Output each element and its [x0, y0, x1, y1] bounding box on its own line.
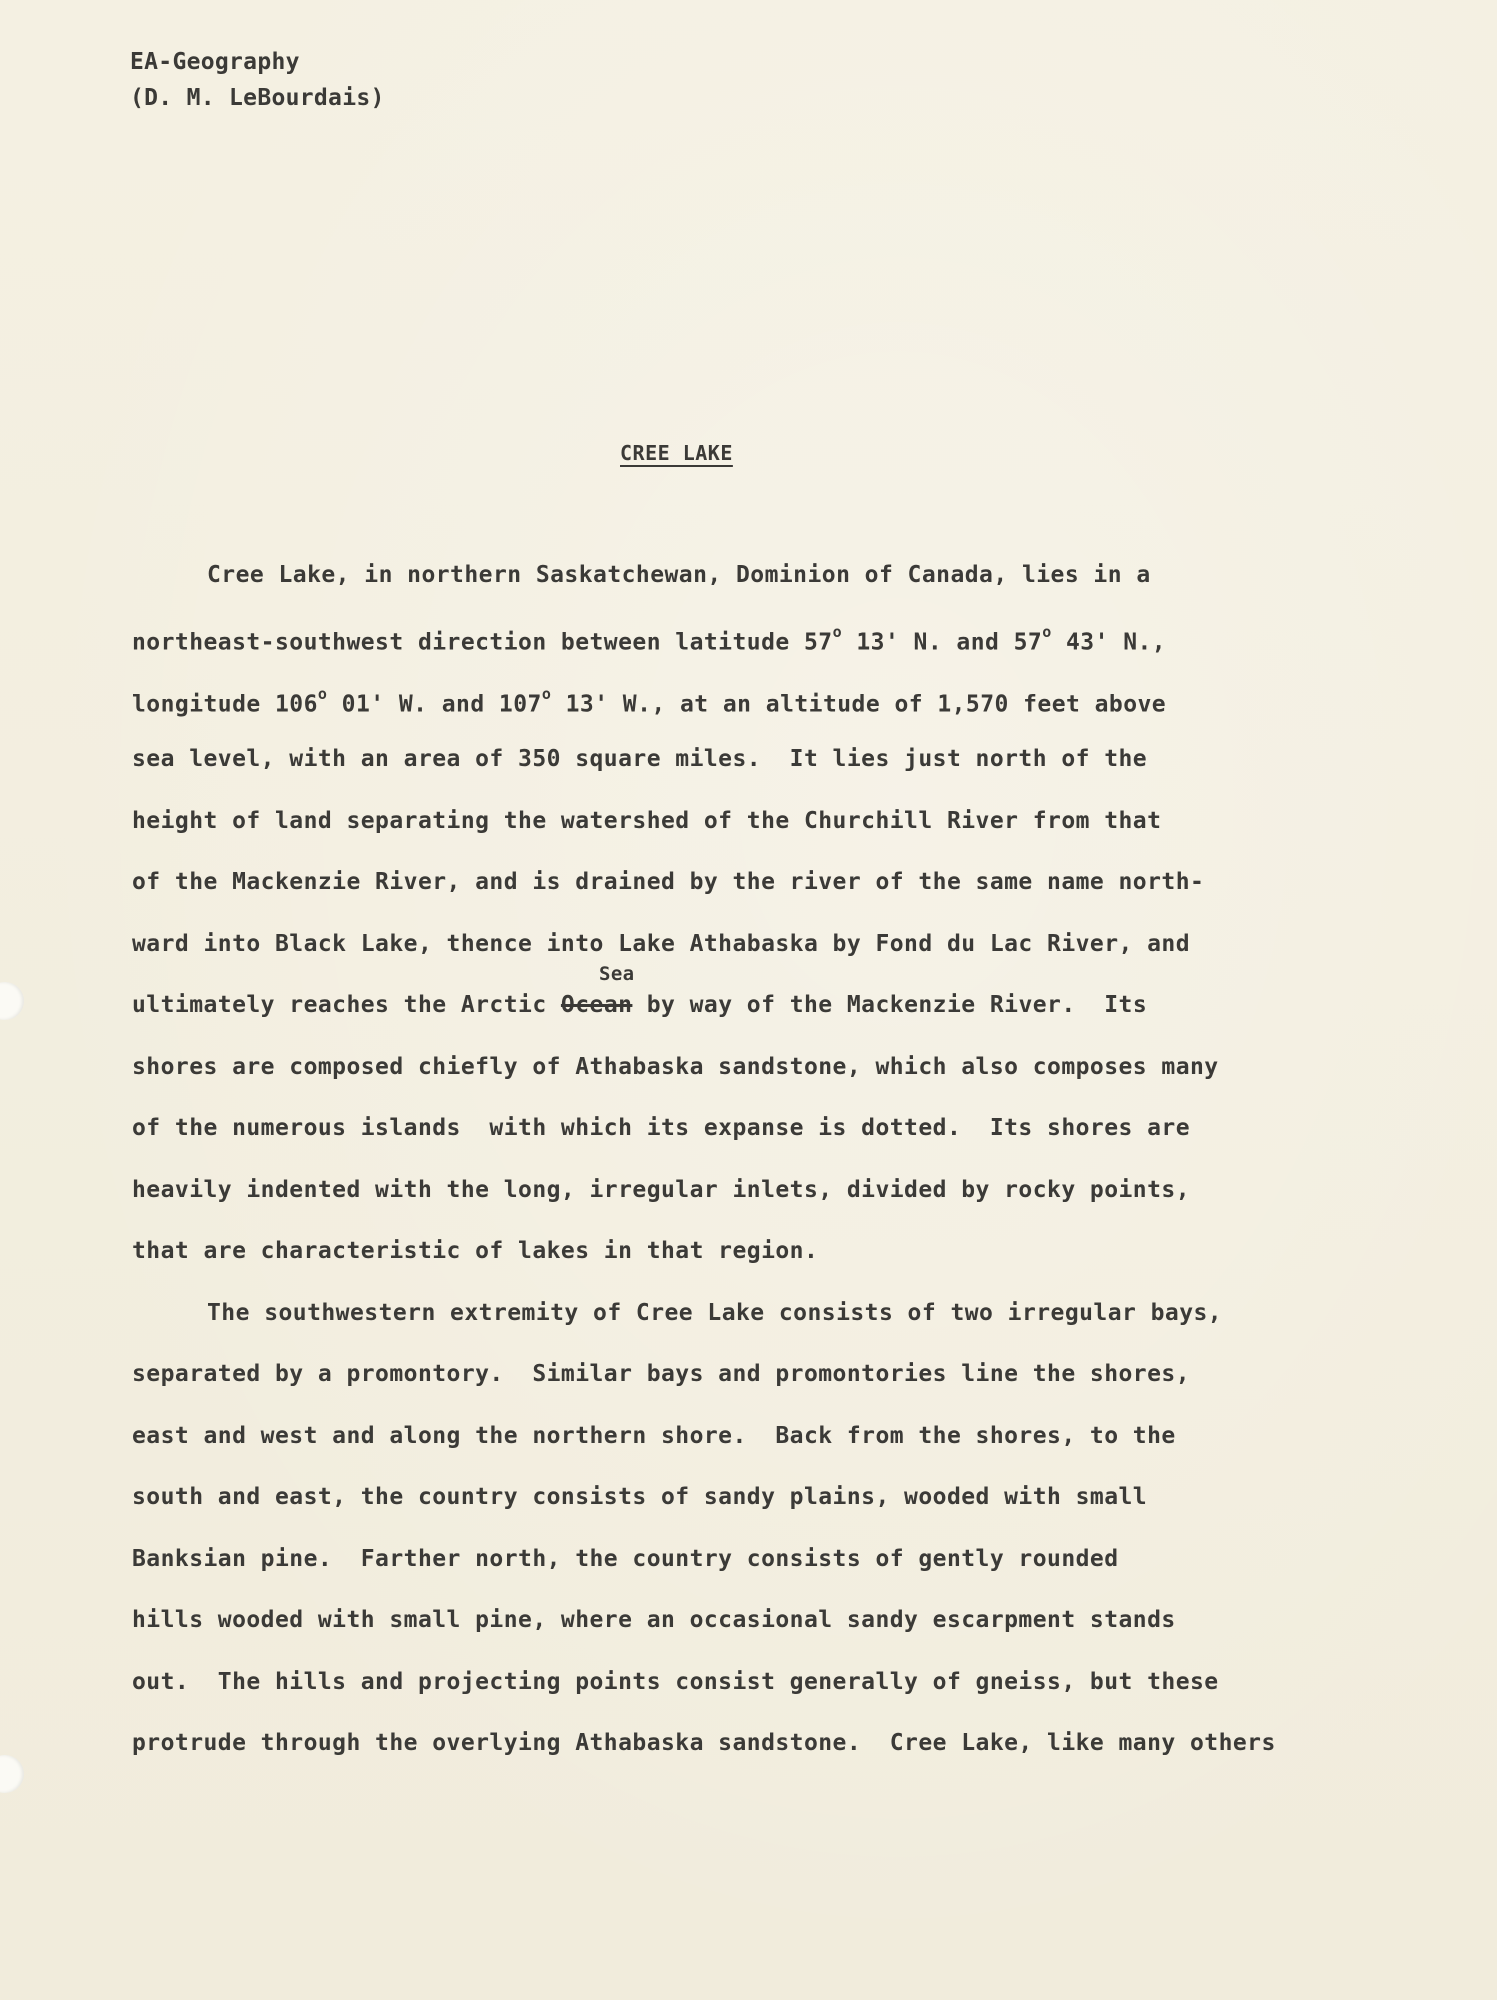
degree-mark: o: [832, 623, 843, 641]
text-line: ward into Black Lake, thence into Lake Athabaska by Fond du Lac River, and: [132, 931, 1190, 957]
header-author: (D. M. LeBourdais): [130, 85, 385, 111]
degree-mark: o: [317, 685, 328, 703]
punch-hole-top: [0, 982, 24, 1020]
text-line: sea level, with an area of 350 square miles. It lies just north of the: [132, 746, 1148, 772]
header-block: [130, 44, 385, 116]
degree-mark: o: [1042, 623, 1052, 641]
text-line: protrude through the overlying Athabaska sandstone. Cree Lake, like many others: [132, 1730, 1276, 1756]
text-line: hills wooded with small pine, where an occasional sandy escarpment stands: [132, 1607, 1176, 1633]
text-line: ultimately reaches the Arctic Ocean by way of the Mackenzie River. Its: [132, 992, 1148, 1018]
header-subject: EA-Geography: [130, 49, 300, 75]
struck-word: Ocean: [560, 992, 633, 1018]
text-line: east and west and along the northern shore. Back from the shores, to the: [132, 1423, 1176, 1449]
text-line: out. The hills and projecting points consist generally of gneiss, but these: [132, 1669, 1219, 1695]
text-line: of the numerous islands with which its expanse is dotted. Its shores are: [132, 1115, 1190, 1141]
text-line: northeast-southwest direction between latitude 57$^o$ 13' N. and 57$^o$ 43' N.,: [132, 623, 1167, 656]
degree-mark: o: [541, 685, 552, 703]
text-line: height of land separating the watershed of the Churchill River from that: [132, 808, 1162, 834]
text-line: south and east, the country consists of sandy plains, wooded with small: [132, 1484, 1148, 1510]
text-line: shores are composed chiefly of Athabaska sandstone, which also composes many: [132, 1054, 1219, 1080]
text-line: longitude 106$^o$ 01' W. and 107$^o$ 13' W., at an altitude of 1,570 feet above: [132, 685, 1167, 718]
document-title: CREE LAKE: [620, 441, 733, 465]
text-line: of the Mackenzie River, and is drained by the river of the same name north-: [132, 869, 1205, 895]
text-line: Banksian pine. Farther north, the country consists of gently rounded: [132, 1546, 1119, 1572]
text-line: heavily indented with the long, irregular inlets, divided by rocky points,: [132, 1177, 1190, 1203]
text-line: that are characteristic of lakes in that region.: [132, 1238, 819, 1264]
punch-hole-bottom: [0, 1755, 24, 1793]
text-line: Cree Lake, in northern Saskatchewan, Dominion of Canada, lies in a: [207, 562, 1151, 588]
handwritten-insertion: Sea: [599, 963, 635, 985]
text-line: The southwestern extremity of Cree Lake consists of two irregular bays,: [207, 1300, 1223, 1326]
text-line: separated by a promontory. Similar bays and promontories line the shores,: [132, 1361, 1190, 1387]
